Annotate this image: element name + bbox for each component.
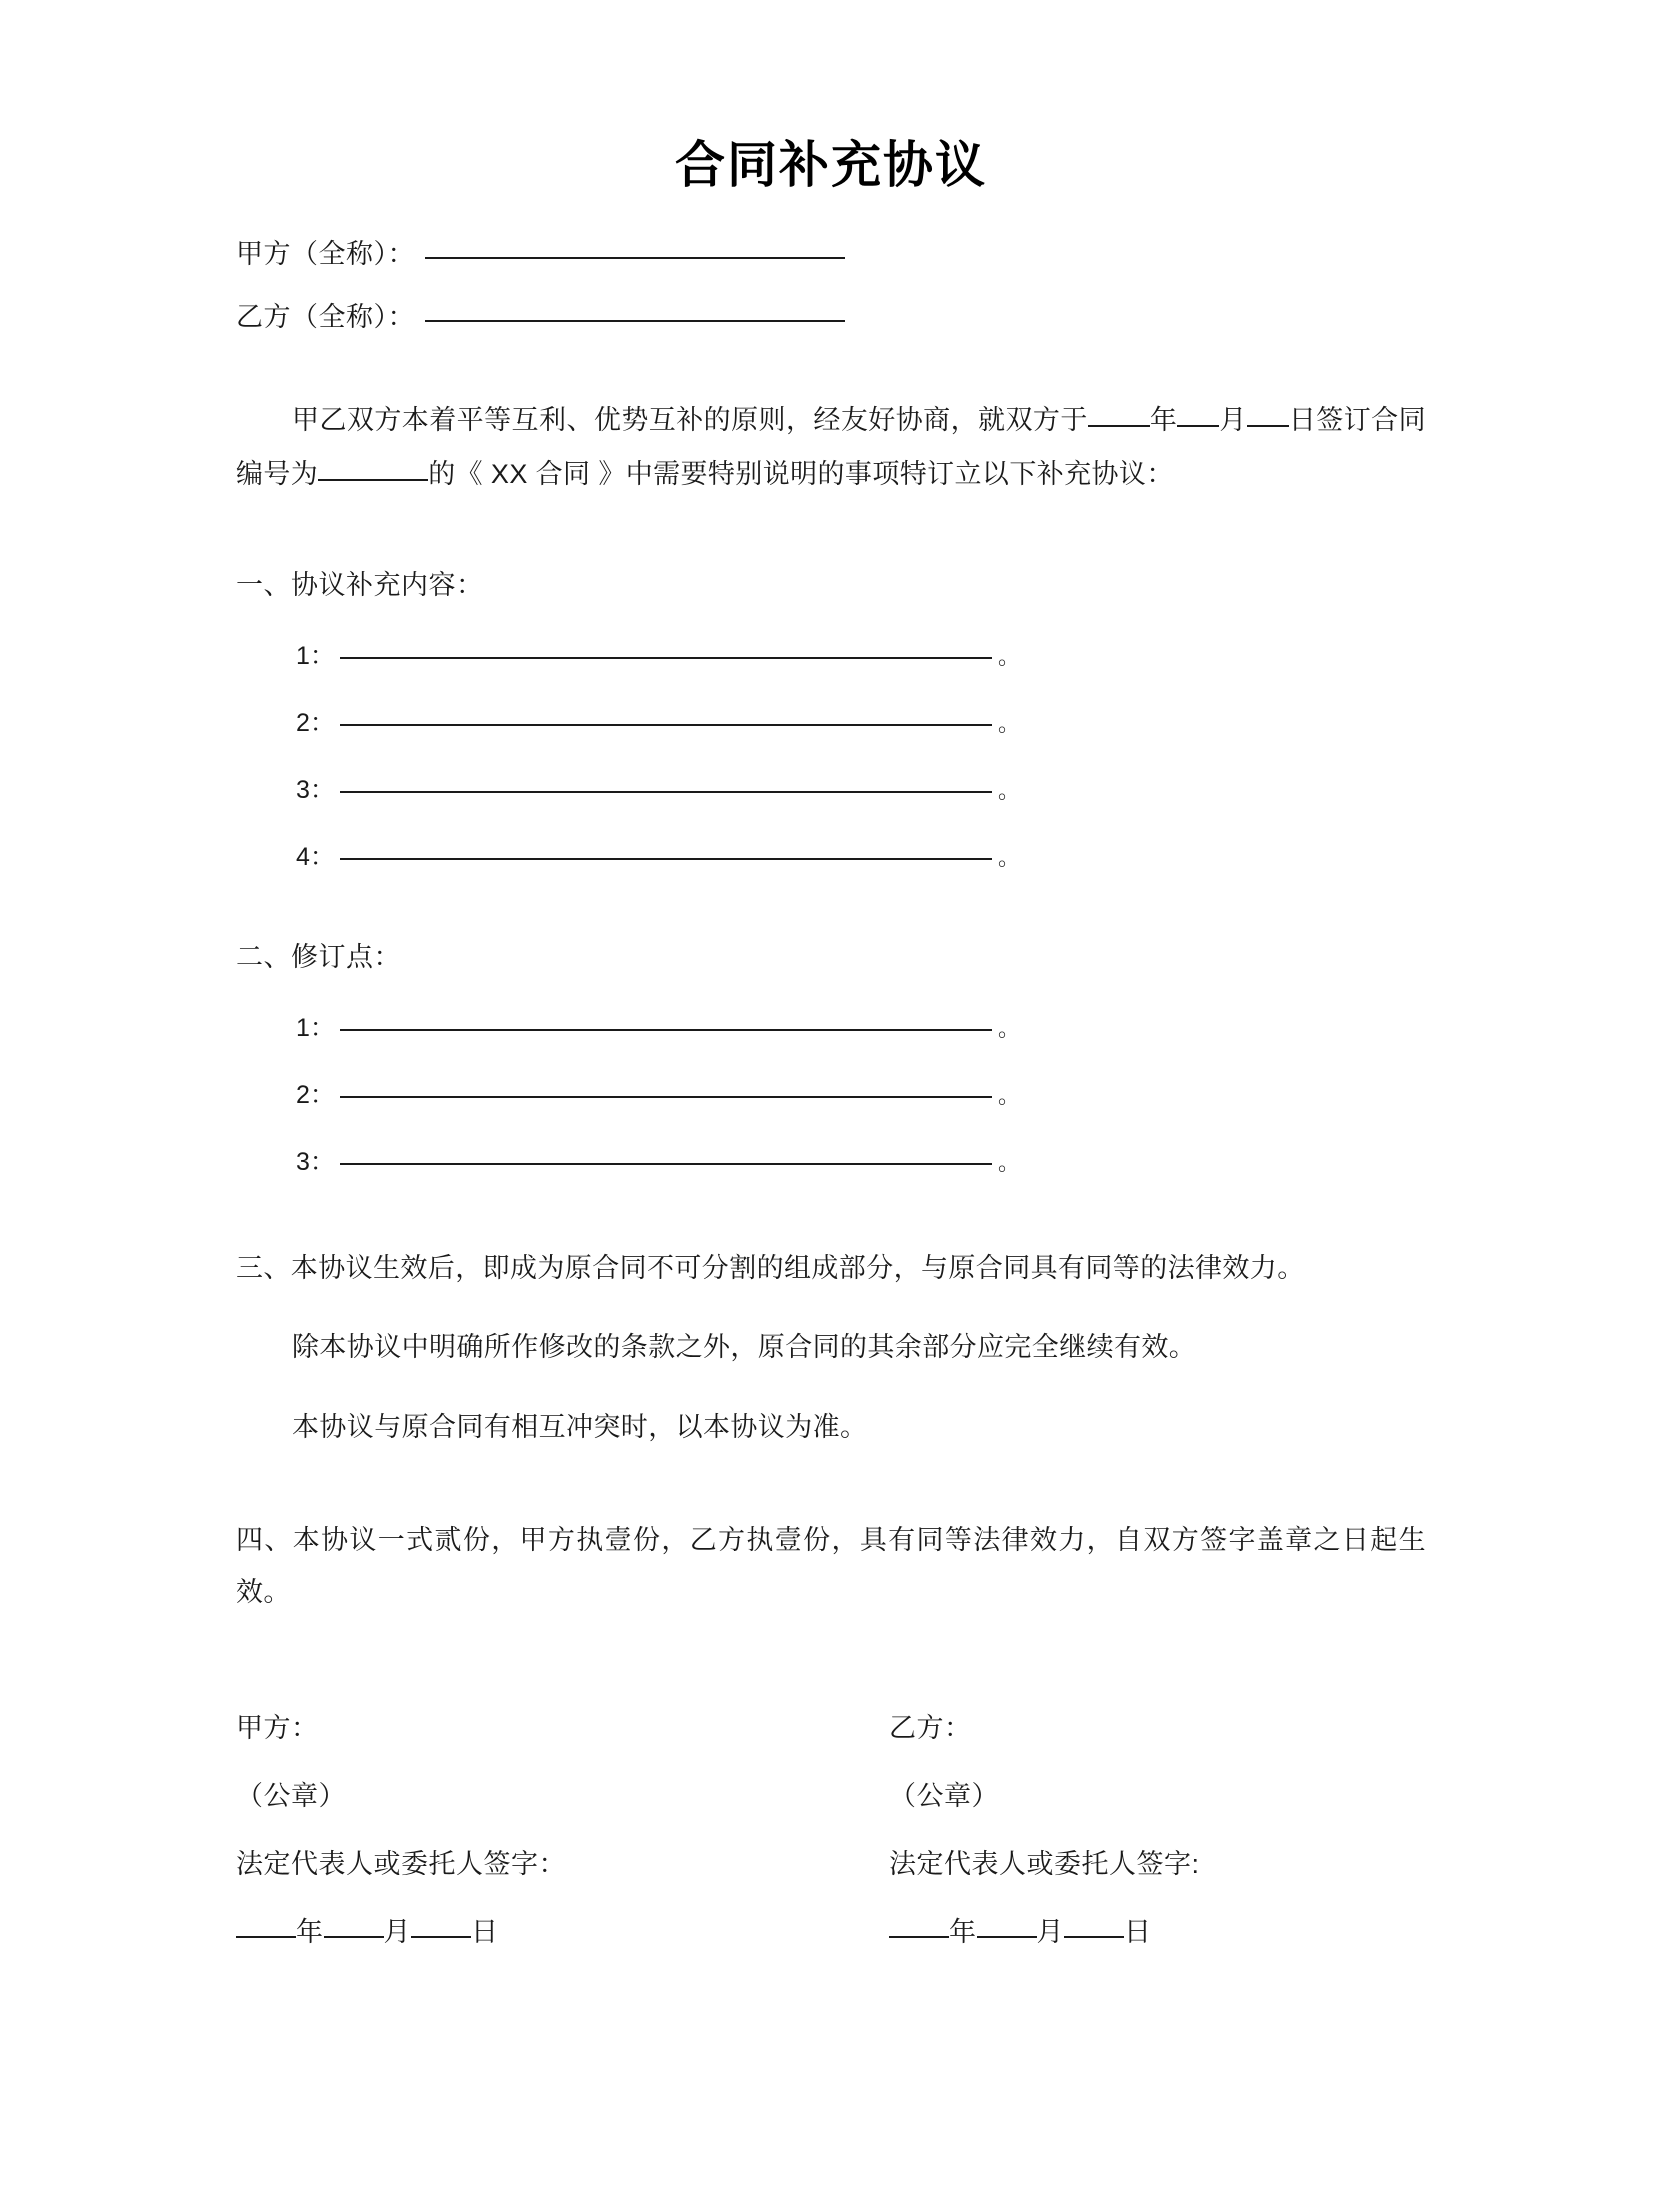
item-period: 。 — [998, 1015, 1021, 1041]
item-number: 4： — [296, 842, 335, 871]
preamble-day-unit: 日 — [1288, 405, 1317, 435]
party-a-year-unit: 年 — [296, 1916, 324, 1947]
signature-column-party-a — [236, 1712, 831, 1947]
item-period: 。 — [998, 1082, 1021, 1108]
list-item — [296, 1075, 1426, 1111]
item-period: 。 — [998, 710, 1021, 736]
item-number: 2： — [296, 708, 335, 737]
party-b-name-input[interactable] — [425, 319, 845, 322]
item-blank-input[interactable] — [340, 1028, 992, 1031]
signature-column-party-b — [831, 1712, 1426, 1947]
item-period: 。 — [998, 844, 1021, 870]
party-b-day-unit: 日 — [1124, 1916, 1152, 1947]
party-a-date-line — [236, 1916, 831, 1947]
item-number: 2： — [296, 1080, 335, 1109]
party-a-year-input[interactable] — [236, 1936, 296, 1938]
clause-three: 三、本协议生效后，即成为原合同不可分割的组成部分，与原合同具有同等的法律效力。 — [236, 1252, 1305, 1283]
clause-three-sub-1: 除本协议中明确所作修改的条款之外，原合同的其余部分应完全继续有效。 — [292, 1332, 1197, 1363]
list-item — [296, 703, 1426, 739]
page-title: 合同补充协议 — [675, 137, 987, 193]
preamble-paragraph — [236, 393, 1426, 501]
preamble-month-unit: 月 — [1219, 405, 1247, 435]
clause-three-sub-2: 本协议与原合同有相互冲突时，以本协议为准。 — [292, 1411, 868, 1442]
item-number: 3： — [296, 1147, 335, 1176]
item-blank-input[interactable] — [340, 656, 992, 659]
item-period: 。 — [998, 643, 1021, 669]
item-period: 。 — [998, 777, 1021, 803]
contract-number-input[interactable] — [318, 479, 428, 481]
signature-block — [236, 1712, 1426, 1947]
party-b-name-line — [236, 304, 1426, 331]
list-item — [296, 1008, 1426, 1044]
party-b-year-unit: 年 — [949, 1916, 977, 1947]
party-name-block — [236, 241, 1426, 331]
party-a-signer-label: 法定代表人或委托人签字： — [236, 1848, 566, 1879]
party-a-signature-label: 甲方： — [236, 1712, 319, 1743]
list-item — [296, 636, 1426, 672]
party-b-label: 乙方（全称）： — [236, 302, 415, 332]
preamble-text-part3: 的《 XX 合同 》中需要特别说明的事项特订立以下补充协议： — [428, 459, 1174, 489]
party-a-name-input[interactable] — [425, 256, 845, 259]
item-number: 1： — [296, 1013, 335, 1042]
list-item — [296, 837, 1426, 873]
item-number: 1： — [296, 641, 335, 670]
party-b-seal-label: （公章） — [889, 1780, 999, 1811]
party-b-year-input[interactable] — [889, 1936, 949, 1938]
section-heading-2: 二、修订点： — [236, 941, 401, 972]
item-period: 。 — [998, 1149, 1021, 1175]
party-b-signature-label: 乙方： — [889, 1712, 972, 1743]
document-content — [236, 0, 1426, 1946]
item-blank-input[interactable] — [340, 790, 992, 793]
list-item — [296, 770, 1426, 806]
party-a-day-input[interactable] — [411, 1936, 471, 1938]
list-item — [296, 1142, 1426, 1178]
party-b-day-input[interactable] — [1064, 1936, 1124, 1938]
item-blank-input[interactable] — [340, 723, 992, 726]
section-heading-1: 一、协议补充内容： — [236, 570, 484, 600]
preamble-day-input[interactable] — [1247, 425, 1289, 427]
clause-four: 四、本协议一式贰份，甲方执壹份，乙方执壹份，具有同等法律效力，自双方签字盖章之日起生效。 — [236, 1524, 1426, 1608]
party-a-day-unit: 日 — [471, 1916, 499, 1947]
section-1-fill-list — [236, 636, 1426, 873]
preamble-text-part2: 签订合同编号为 — [236, 405, 1426, 489]
preamble-text-part1: 甲乙双方本着平等互利、优势互补的原则，经友好协商，就双方于 — [292, 405, 1088, 435]
item-blank-input[interactable] — [340, 857, 992, 860]
item-number: 3： — [296, 775, 335, 804]
party-a-name-line — [236, 241, 1426, 268]
preamble-year-unit: 年 — [1149, 405, 1178, 435]
party-b-month-unit: 月 — [1036, 1916, 1064, 1947]
party-a-label: 甲方（全称）： — [236, 239, 415, 269]
preamble-year-input[interactable] — [1088, 425, 1150, 427]
item-blank-input[interactable] — [340, 1162, 992, 1165]
party-a-seal-label: （公章） — [236, 1780, 346, 1811]
party-b-date-line — [889, 1916, 1426, 1947]
party-a-month-unit: 月 — [383, 1916, 411, 1947]
party-b-signer-label: 法定代表人或委托人签字: — [889, 1848, 1200, 1879]
party-a-month-input[interactable] — [324, 1936, 384, 1938]
item-blank-input[interactable] — [340, 1095, 992, 1098]
section-2-fill-list — [236, 1008, 1426, 1178]
preamble-month-input[interactable] — [1177, 425, 1219, 427]
party-b-month-input[interactable] — [977, 1936, 1037, 1938]
